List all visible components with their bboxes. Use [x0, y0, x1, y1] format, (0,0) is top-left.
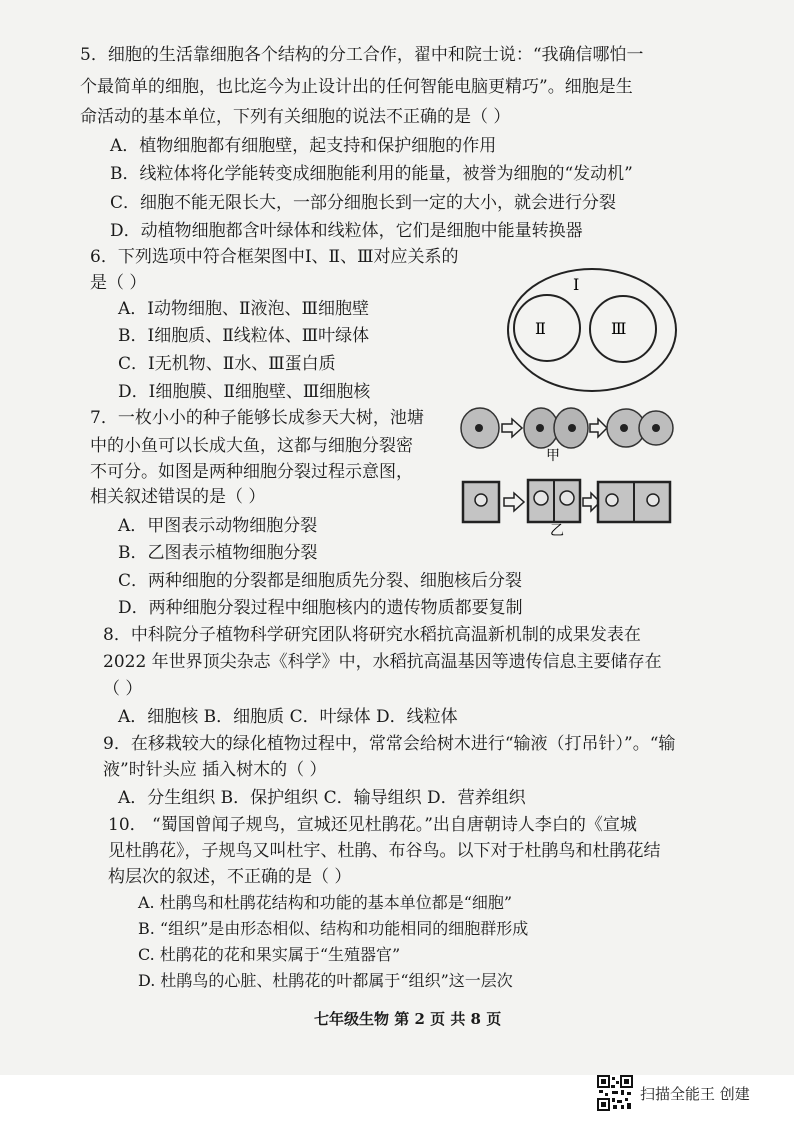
- q7-option-d: D．两种细胞分裂过程中细胞核内的遗传物质都要复制: [118, 598, 523, 618]
- q8-stem-line-2: 2022 年世界顶尖杂志《科学》中，水稻抗高温基因等遗传信息主要储存在: [103, 652, 662, 672]
- label-i: Ⅰ: [573, 275, 580, 294]
- q10-option-d: D. 杜鹃鸟的心脏、杜鹃花的叶都属于“组织”这一层次: [138, 971, 513, 990]
- q5-stem-line-3: 命活动的基本单位，下列有关细胞的说法不正确的是（ ）: [80, 107, 511, 127]
- page-footer: 七年级生物 第 2 页 共 8 页: [314, 1010, 502, 1028]
- left-circle: [514, 295, 580, 361]
- q10-stem-line-3: 构层次的叙述，不正确的是（ ）: [108, 867, 352, 887]
- q6-stem-line-2: 是（ ）: [90, 273, 147, 293]
- venn-diagram: [505, 266, 685, 396]
- q5-option-b: B．线粒体将化学能转变成细胞能利用的能量，被誉为细胞的“发动机”: [110, 164, 633, 184]
- q10-option-a: A. 杜鹃鸟和杜鹃花结构和功能的基本单位都是“细胞”: [138, 893, 513, 912]
- q6-option-d: D．Ⅰ细胞膜、Ⅱ细胞壁、Ⅲ细胞核: [118, 382, 371, 402]
- label-jia: 甲: [546, 448, 560, 464]
- outer-ellipse: [508, 269, 676, 391]
- q7-stem-line-4: 相关叙述错误的是（ ）: [90, 487, 266, 507]
- q5-option-d: D．动植物细胞都含叶绿体和线粒体，它们是细胞中能量转换器: [110, 221, 583, 241]
- label-iii: Ⅲ: [611, 319, 627, 338]
- q6-stem-line-1: 6．下列选项中符合框架图中Ⅰ、Ⅱ、Ⅲ对应关系的: [90, 247, 459, 267]
- q8-stem-line-1: 8．中科院分子植物科学研究团队将研究水稻抗高温新机制的成果发表在: [103, 625, 641, 645]
- cell-division-diagram: [460, 402, 674, 537]
- q7-stem-line-2: 中的小鱼可以长成大鱼，这都与细胞分裂密: [90, 436, 413, 456]
- q6-option-c: C．Ⅰ无机物、Ⅱ水、Ⅲ蛋白质: [118, 354, 336, 374]
- animal-cell-division: [461, 408, 673, 448]
- q9-options: A．分生组织 B．保护组织 C．输导组织 D．营养组织: [118, 788, 526, 808]
- q5-stem-line-1: 5．细胞的生活靠细胞各个结构的分工合作，翟中和院士说：“我确信哪怕一: [80, 45, 644, 65]
- q7-option-b: B．乙图表示植物细胞分裂: [118, 543, 318, 563]
- q7-stem-line-1: 7．一枚小小的种子能够长成参天大树，池塘: [90, 408, 424, 428]
- q9-stem-line-1: 9．在移栽较大的绿化植物过程中，常常会给树木进行“输液（打吊针）”。“输: [103, 734, 676, 754]
- qr-code-icon: [597, 1075, 633, 1111]
- q10-stem-line-2: 见杜鹃花》，子规鸟又叫杜宇、杜鹃、布谷鸟。以下对于杜鹃鸟和杜鹃花结: [108, 841, 661, 861]
- q8-stem-line-3: （ ）: [103, 679, 143, 699]
- q9-stem-line-2: 液”时针头应 插入树木的（ ）: [103, 760, 327, 780]
- plant-cell-division: [463, 480, 670, 522]
- scanner-watermark: 扫描全能王 创建: [640, 1085, 750, 1103]
- q5-option-a: A．植物细胞都有细胞壁，起支持和保护细胞的作用: [110, 136, 497, 156]
- q6-option-b: B．Ⅰ细胞质、Ⅱ线粒体、Ⅲ叶绿体: [118, 326, 370, 346]
- q10-stem-line-1: 10． “蜀国曾闻子规鸟，宣城还见杜鹃花。”出自唐朝诗人李白的《宣城: [108, 815, 637, 835]
- q10-option-b: B. “组织”是由形态相似、结构和功能相同的细胞群形成: [138, 919, 529, 938]
- q7-option-a: A．甲图表示动物细胞分裂: [118, 516, 318, 536]
- q7-stem-line-3: 不可分。如图是两种细胞分裂过程示意图，: [90, 462, 413, 482]
- q8-options: A．细胞核 B．细胞质 C．叶绿体 D．线粒体: [118, 707, 458, 727]
- q7-option-c: C．两种细胞的分裂都是细胞质先分裂、细胞核后分裂: [118, 571, 523, 591]
- q5-option-c: C．细胞不能无限长大，一部分细胞长到一定的大小，就会进行分裂: [110, 193, 617, 213]
- q5-stem-line-2: 个最简单的细胞，也比迄今为止设计出的任何智能电脑更精巧”。细胞是生: [80, 77, 633, 97]
- q6-option-a: A．Ⅰ动物细胞、Ⅱ液泡、Ⅲ细胞壁: [118, 299, 369, 319]
- q10-option-c: C. 杜鹃花的花和果实属于“生殖器官”: [138, 945, 401, 964]
- label-yi: 乙: [550, 523, 564, 537]
- label-ii: Ⅱ: [535, 319, 546, 338]
